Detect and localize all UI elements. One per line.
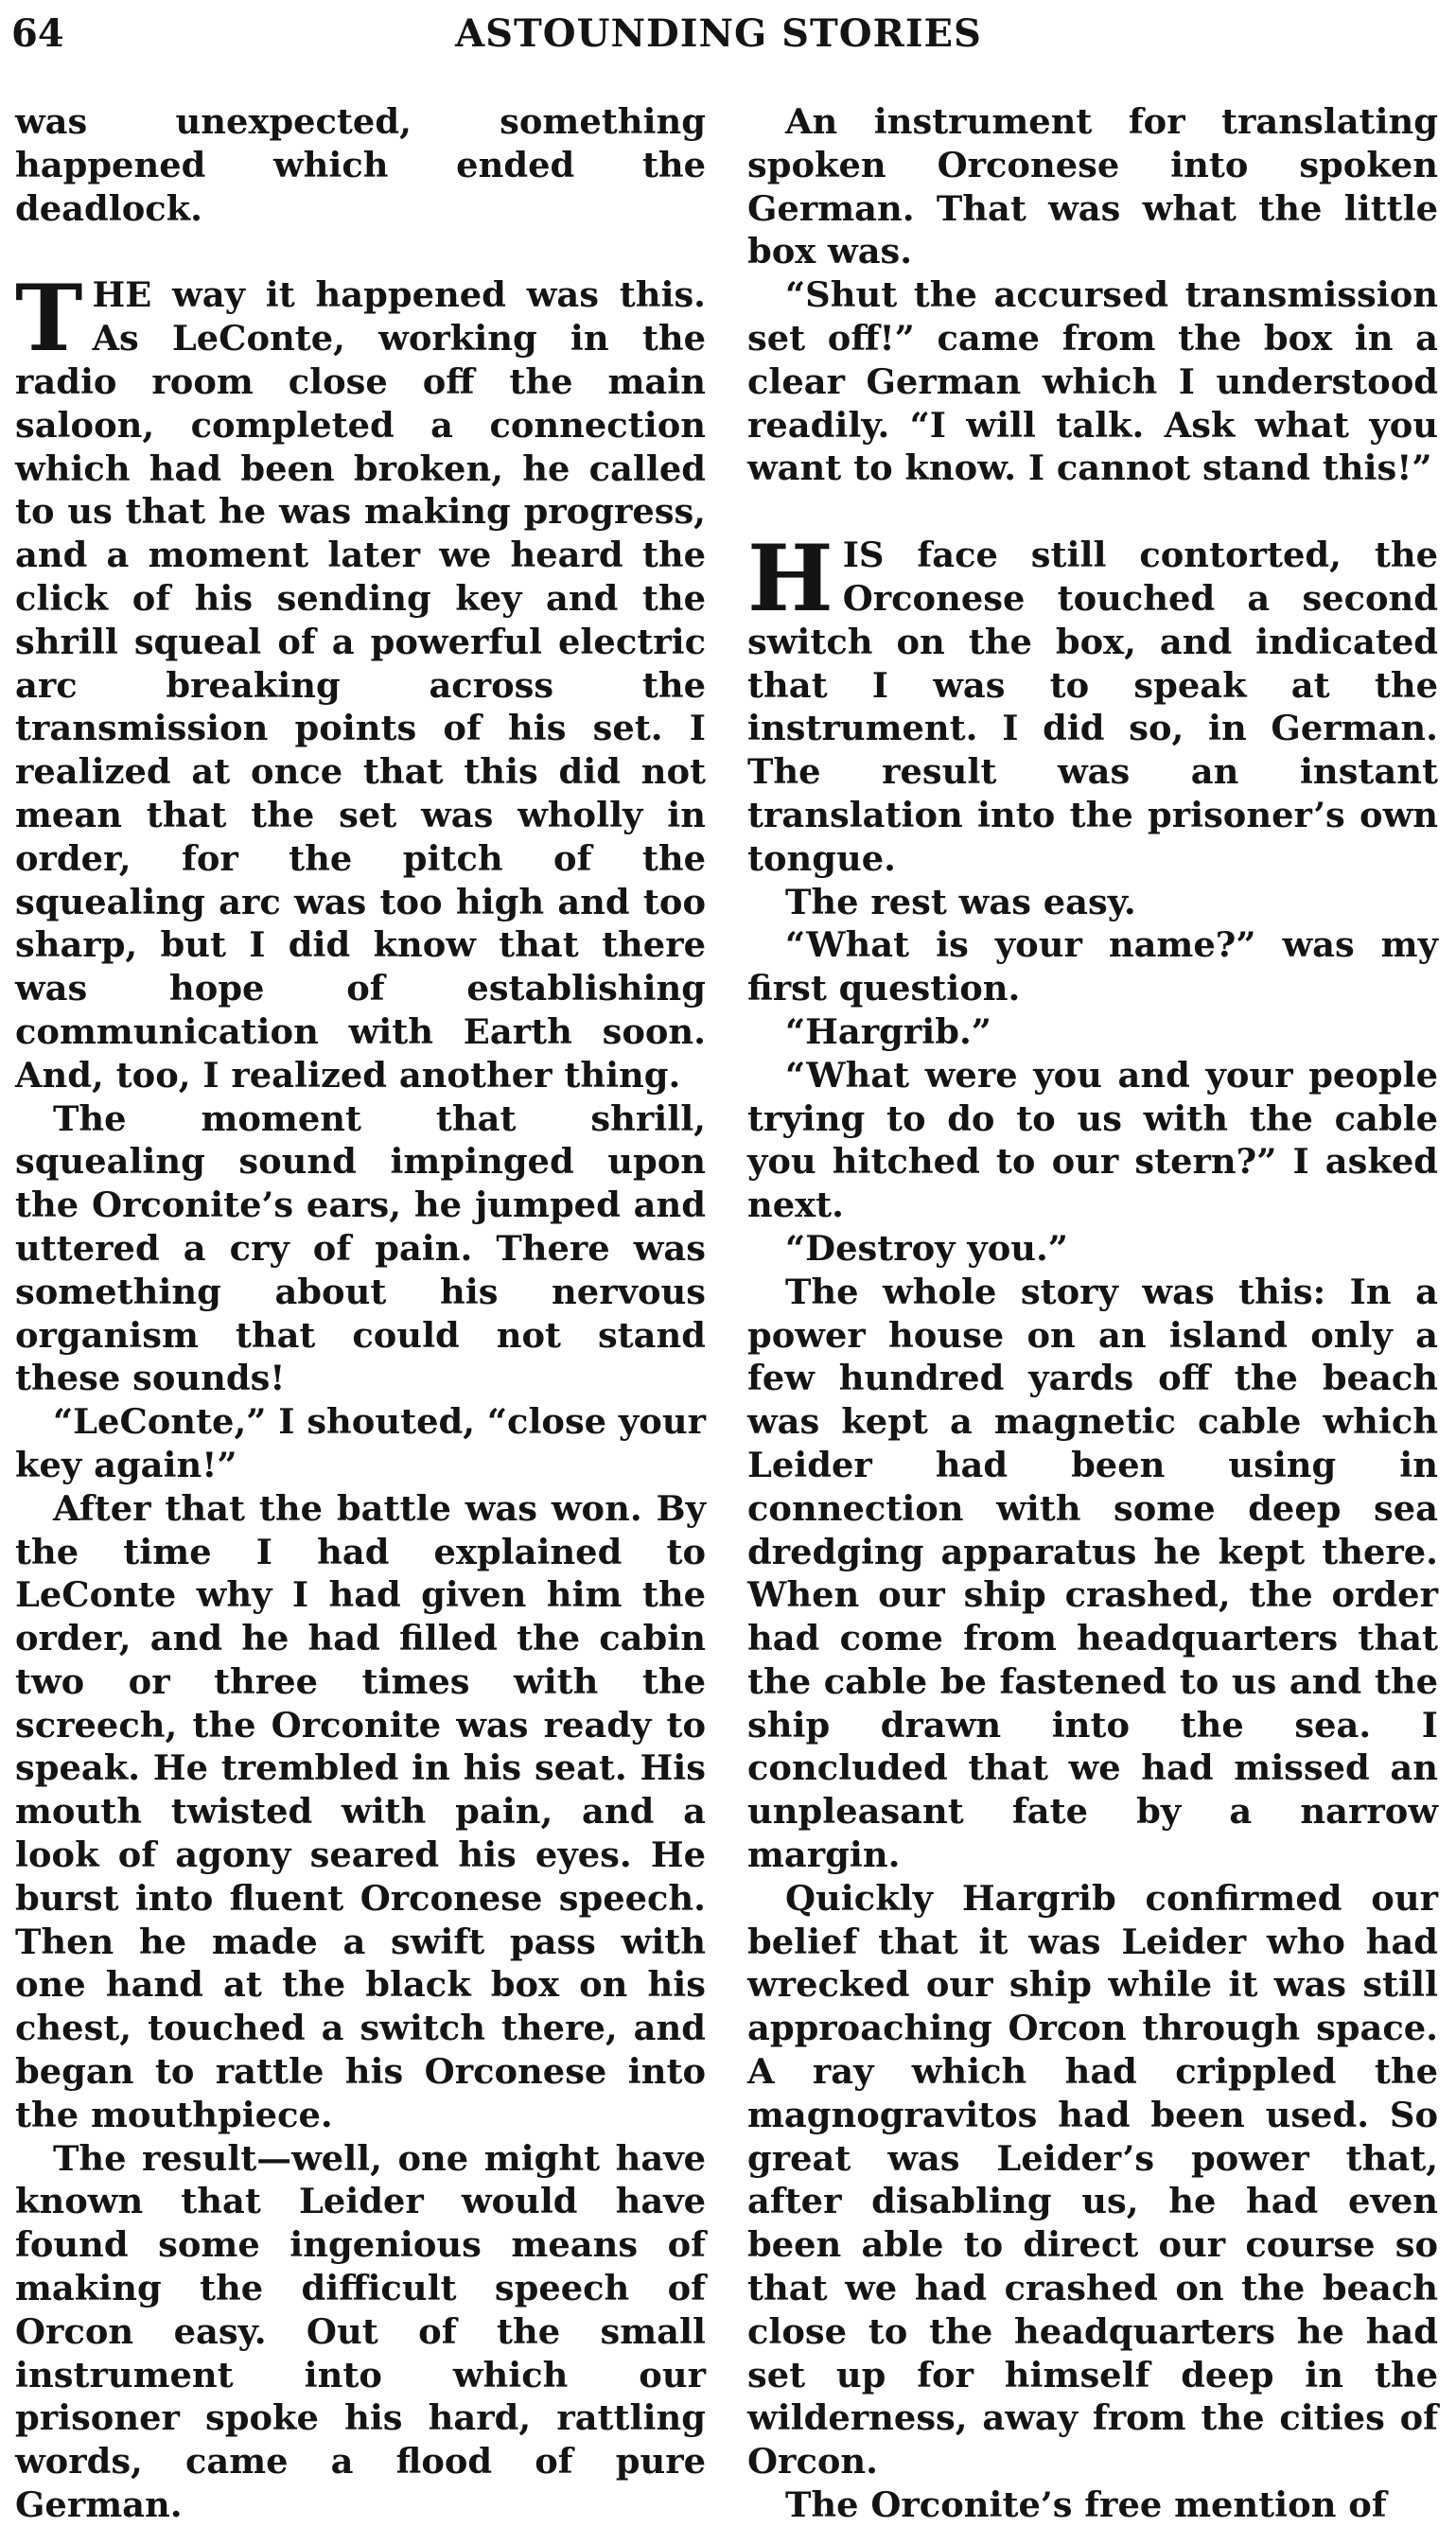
drop-cap: T bbox=[15, 265, 83, 373]
paragraph: “What is your name?” was my first question. bbox=[747, 923, 1438, 1009]
paragraph-text: IS face still contorted, the Orconese touched a second switch on the box, and indicated that I was to speak at the instrument. I did so, in German. The result was an instant translation into the prisoner’s own tongue. bbox=[747, 534, 1438, 879]
page-number: 64 bbox=[11, 11, 64, 56]
left-column bbox=[15, 100, 706, 2527]
paragraph: An instrument for translating spoken Orconese into spoken German. That was what the little box was. bbox=[747, 100, 1438, 272]
paragraph: Quickly Hargrib confirmed our belief that it was Leider who had wrecked our ship while it was still approaching Orcon through space. A ray which had crippled the magnogravitos had been used. So great was Leider’s power that, after disabling us, he had even been able to direct our course so that we had crashed on the beach close to the headquarters he had set up for himself deep in the wilderness, away from the cities of Orcon. bbox=[747, 1876, 1438, 2483]
paragraph: “What were you and your people trying to do to us with the cable you hitched to our stern?” I asked next. bbox=[747, 1053, 1438, 1226]
paragraph: The result—well, one might have known that Leider would have found some ingenious means of making the difficult speech of Orcon easy. Out of the small instrument into which our prisoner spoke his hard, rattling words, came a flood of pure German. bbox=[15, 2136, 706, 2526]
drop-cap: H bbox=[747, 525, 833, 633]
paragraph: “Destroy you.” bbox=[785, 1226, 1068, 1269]
paragraph: “Hargrib.” bbox=[785, 1009, 991, 1052]
paragraph-text: HE way it happened was this. As LeConte, working in the radio room close off the main saloon, completed a connection which had been broken, he called to us that he was making progress, and a moment later we heard the click of his sending key and the shrill squeal of a powerful electric arc breaking across the transmission points of his set. I realized at once that this did not mean that the set was wholly in order, for the pitch of the squealing arc was too high and too sharp, but I did know that there was hope of establishing communication with Earth soon. And, too, I realized another thing. bbox=[15, 273, 706, 1096]
paragraph: The rest was easy. bbox=[785, 880, 1136, 922]
section-break bbox=[15, 230, 706, 273]
paragraph-with-drop-cap bbox=[15, 265, 706, 1097]
paragraph: The moment that shrill, squealing sound impinged upon the Orconite’s ears, he jumped and uttered a cry of pain. There was something about his nervous organism that could not stand these sounds! bbox=[15, 1097, 706, 1399]
right-column bbox=[747, 100, 1438, 2527]
paragraph: “Shut the accursed transmission set off!” came from the box in a clear German which I understood readily. “I will talk. Ask what you want to know. I cannot stand this!” bbox=[747, 273, 1438, 489]
paragraph: was unexpected, something happened which ended the deadlock. bbox=[15, 100, 706, 229]
paragraph: After that the battle was won. By the time I had explained to LeConte why I had given him the order, and he had filled the cabin two or three times with the screech, the Orconite was ready to speak. He trembled in his seat. His mouth twisted with pain, and a look of agony seared his eyes. He burst into fluent Orconese speech. Then he made a swift pass with one hand at the black box on his chest, touched a switch there, and began to rattle his Orconese into the mouthpiece. bbox=[15, 1486, 706, 2135]
paragraph: The whole story was this: In a power house on an island only a few hundred yards off the beach was kept a magnetic cable which Leider had been using in connection with some deep sea dredging apparatus he kept there. When our ship crashed, the order had come from headquarters that the cable be fastened to us and the ship drawn into the sea. I concluded that we had missed an unpleasant fate by a narrow margin. bbox=[747, 1270, 1438, 1876]
paragraph-with-drop-cap bbox=[747, 525, 1438, 880]
paragraph: The Orconite’s free mention of bbox=[785, 2483, 1387, 2526]
running-title: ASTOUNDING STORIES bbox=[455, 11, 982, 56]
paragraph: “LeConte,” I shouted, “close your key again!” bbox=[15, 1400, 706, 1485]
section-break bbox=[747, 490, 1438, 534]
page-header bbox=[11, 6, 1445, 62]
